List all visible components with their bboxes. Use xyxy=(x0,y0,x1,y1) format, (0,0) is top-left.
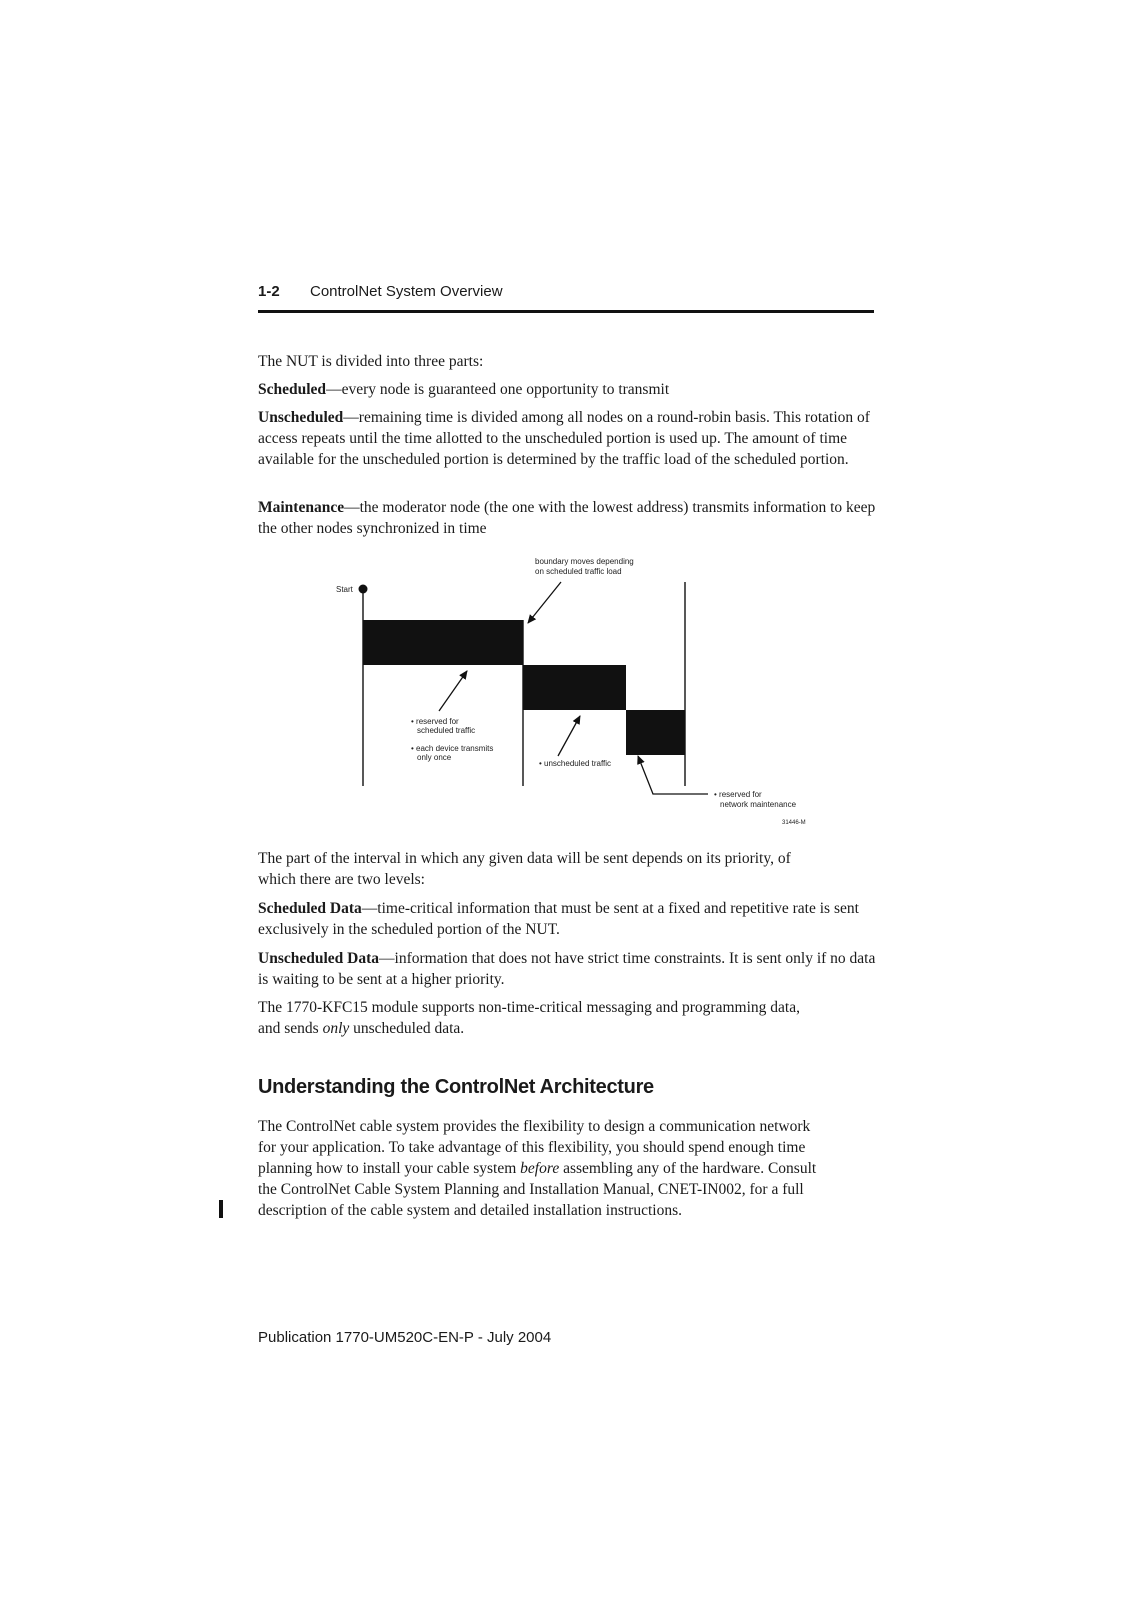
boundary-label-line1: boundary moves depending xyxy=(535,557,634,566)
part-scheduled xyxy=(258,379,878,400)
scheduled-note2-line1: • each device transmits xyxy=(411,744,494,753)
part-term: Maintenance xyxy=(258,499,345,516)
module-note-text-end: unscheduled data. xyxy=(349,1020,465,1037)
unscheduled-note: • unscheduled traffic xyxy=(539,759,612,768)
change-bar xyxy=(219,1200,223,1218)
architecture-text: The ControlNet cable system provides the flexibility to design a communication network for your application. To take advantage of this flexibility, you should spend enough time planning how to install your cable system xyxy=(258,1118,811,1177)
boundary-label-line2: on scheduled traffic load xyxy=(535,567,622,576)
scheduled-data-paragraph xyxy=(258,898,878,940)
module-note xyxy=(258,997,818,1039)
scheduled-arrow xyxy=(439,671,467,711)
start-label: Start xyxy=(336,585,353,594)
scheduled-note2-line2: only once xyxy=(417,753,452,762)
publication-footer: Publication 1770-UM520C-EN-P - July 2004 xyxy=(258,1329,552,1346)
nut-timing-diagram xyxy=(258,556,806,828)
unscheduled-arrow xyxy=(558,716,580,756)
data-text: —time-critical information that must be sent at a fixed and repetitive rate is sent exclusively in the scheduled portion of the NUT. xyxy=(258,900,859,938)
figure-id: 31446-M xyxy=(782,820,806,826)
unscheduled-data-paragraph xyxy=(258,948,878,990)
boundary-arrow xyxy=(528,582,561,623)
data-text: —information that does not have strict time constraints. It is sent only if no data is waiting to be sent at a higher priority. xyxy=(258,950,876,988)
scheduled-note1-line1: • reserved for xyxy=(411,717,459,726)
part-term: Unscheduled xyxy=(258,409,344,426)
header-rule xyxy=(258,310,874,313)
part-term: Scheduled xyxy=(258,381,327,398)
part-text: —the moderator node (the one with the lowest address) transmits information to keep the other nodes synchronized in time xyxy=(258,499,876,537)
data-term: Scheduled Data xyxy=(258,900,362,917)
part-unscheduled xyxy=(258,407,878,470)
maintenance-note-line2: network maintenance xyxy=(720,800,797,809)
module-note-emphasis: only xyxy=(322,1020,350,1037)
architecture-paragraph xyxy=(258,1116,830,1221)
maintenance-block xyxy=(626,710,685,755)
scheduled-note1-line2: scheduled traffic xyxy=(417,726,476,735)
nut-intro: The NUT is divided into three parts: xyxy=(258,353,484,370)
architecture-text-end: assembling any of the hardware. Consult the ControlNet Cable System Planning and Installation Manual, CNET-IN002, for a full description of the cable system and detailed installation instructions. xyxy=(258,1160,817,1219)
running-header-title: ControlNet System Overview xyxy=(310,283,503,300)
architecture-emphasis: before xyxy=(520,1160,560,1177)
data-term: Unscheduled Data xyxy=(258,950,380,967)
unscheduled-block xyxy=(523,665,626,710)
section-heading: Understanding the ControlNet Architecture xyxy=(258,1076,654,1098)
part-text: —remaining time is divided among all nodes on a round-robin basis. This rotation of access repeats until the time allotted to the unscheduled portion is used up. The amount of time available for the unscheduled portion is determined by the traffic load of the scheduled portion. xyxy=(258,409,870,468)
scheduled-block xyxy=(363,620,523,665)
part-text: —every node is guaranteed one opportunity to transmit xyxy=(326,381,670,398)
start-dot xyxy=(359,585,368,594)
part-maintenance xyxy=(258,497,878,539)
priority-intro: The part of the interval in which any given data will be sent depends on its priority, of which there are two levels: xyxy=(258,850,791,888)
maintenance-arrow xyxy=(638,756,708,794)
module-note-text: The 1770-KFC15 module supports non-time-critical messaging and programming data, and sends xyxy=(258,999,800,1037)
page-number: 1-2 xyxy=(258,283,280,300)
maintenance-note-line1: • reserved for xyxy=(714,790,762,799)
